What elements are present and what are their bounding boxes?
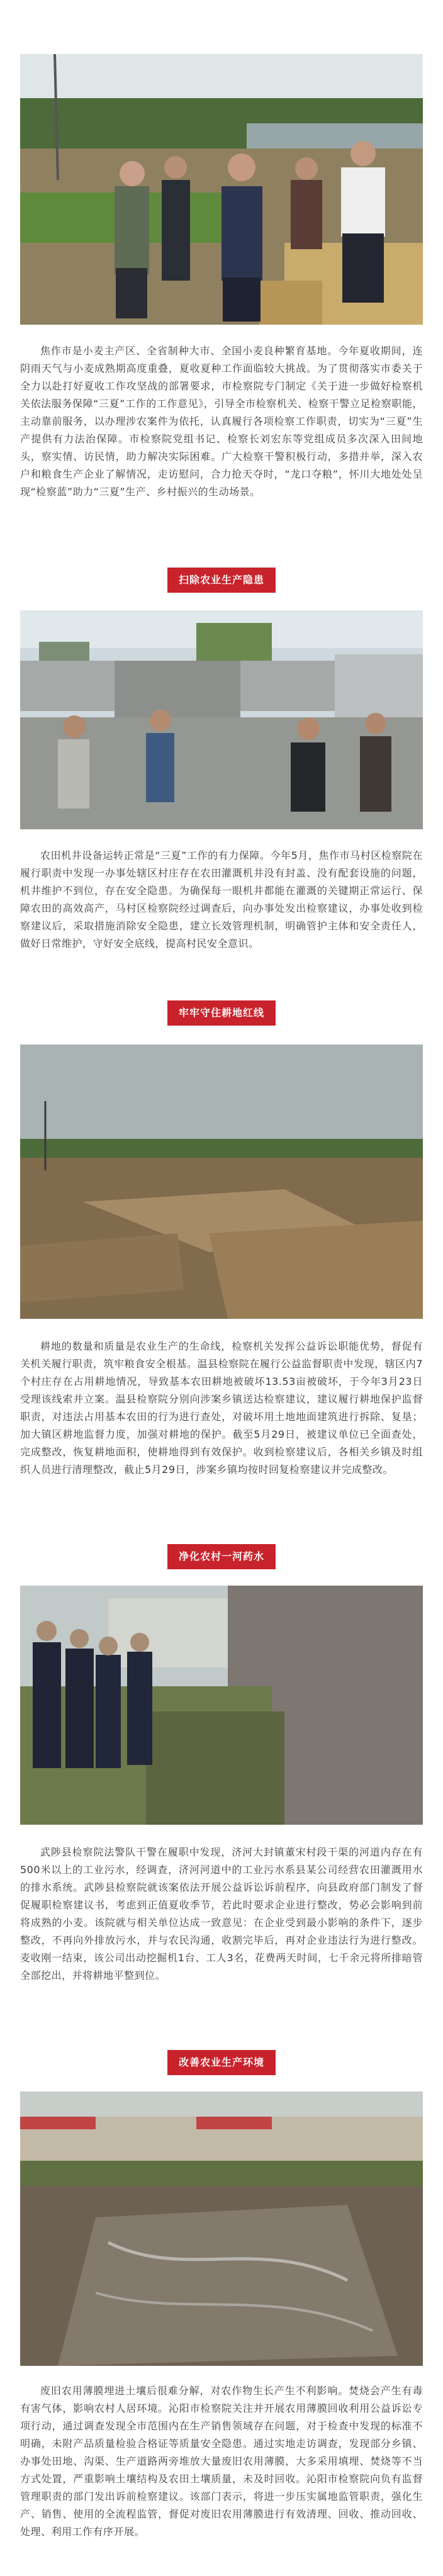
section-3-paragraph: 武陟县检察院法警队干警在履职中发现，济河大封镇董宋村段干渠的河道内存在有500米以上的工业污水，经调查，济河河道中的工业污水系县某公司经营农田灌溉用水的排水系统。武陟县检察院就该案依法开展公益诉讼诉前程序，向县政府部门制发了督促履职检察建议书，考虑到正值夏收季节，若此时要求企业进行整改，势必会影响到前将成熟的小麦。该院就与相关单位达成一致意见：在企业受到最小影响的条件下，逐步整改，不再向外排放污水，并与农民沟通，收割完毕后，再对企业违法行为进行整改。麦收刚一结束，该公司出动挖掘机1台、工人3名，花费两天时间，七千余元将所排暗管全部挖出，并将耕地平整到位。 xyxy=(20,1846,423,1981)
photo-village-courtyard xyxy=(20,610,423,829)
section-2-paragraph: 耕地的数量和质量是农业生产的生命线，检察机关发挥公益诉讼职能优势，督促有关机关履行职责，筑牢粮食安全根基。温县检察院在履行公益监督职责中发现，辖区内7个村庄存在占用耕地情况，导致基本农田耕地被破坏13.53亩被破坏，于今年3月23日受理该线索并立案。温县检察院分别向涉案乡镇送达检察建议，建议履行耕地保护监督职责，对违法占用基本农田的行为进行查处，对破坏用土地地面建筑进行拆除、复垦；加大镇区耕地监督力度，加强对耕地的保护。截至5月29日，被建议单位已全面查处，完成整改，恢复耕地面积，使耕地得到有效保护。收到检察建议后，各相关乡镇及时组织人员进行清理整改，截止5月29日，涉案乡镇均按时回复检察建议并完成整改。 xyxy=(20,1340,423,1476)
section-2-header xyxy=(0,1000,443,1026)
photo-plastic-film-ditch xyxy=(20,2092,423,2366)
section-title: 净化农村一河药水 xyxy=(167,1544,276,1569)
photo-riverbank-inspection xyxy=(20,1586,423,1825)
section-title: 牢牢守住耕地红线 xyxy=(167,1000,276,1026)
section-4-header xyxy=(0,2050,443,2075)
section-4-paragraph: 废旧农用薄膜埋进土壤后很难分解，对农作物生长产生不利影响。焚烧会产生有毒有害气体，影响农村人居环境。沁阳市检察院关注并开展农用薄膜回收利用公益诉讼专项行动，通过调查发现全市范围内在生产销售领域存在问题，对于检查中发现的标准不明确，未附产品质量检验合格证等质量安全隐患。通过实地走访调查，发现部分乡镇、办事处田地、沟渠、生产道路两旁堆放大量废旧农用薄膜，大多采用填埋、焚烧等不当方式处置，严重影响土壤结构及农田土壤质量，未及时回收。沁阳市检察院向负有监督管理职责的部门发出诉前检察建议。该部门表示，将进一步压实属地监管职责，强化生产、销售、使用的全流程监管，督促对废旧农用薄膜进行有效清理、回收、推动回收、处理、利用工作有序开展。 xyxy=(20,2385,423,2538)
section-1-header xyxy=(0,568,443,593)
section-1-paragraph: 农田机井设备运转正常是“三夏”工作的有力保障。今年5月，焦作市马村区检察院在履行职责中发现一办事处辖区村庄存在农田灌溉机井没有封盖、没有配套设施的问题，机井维护不到位，存在安全隐患。为确保每一眼机井都能在灌溉的关键期正常运行、保障农田的高效高产，马村区检察院经过调查后，向办事处发出检察建议，办事处收到检察建议后，采取措施消除安全隐患，建立长效管理机制，明确管护主体和安全责任人，做好日常维护，守好安全底线，提高村民安全意识。 xyxy=(20,849,423,949)
section-title: 扫除农业生产隐患 xyxy=(167,568,276,593)
article xyxy=(0,54,443,2576)
intro-paragraph: 焦作市是小麦主产区、全省制种大市、全国小麦良种繁育基地。今年夏收期间，连阴雨天气与小麦成熟期高度重叠，夏收夏种工作面临较大挑战。为了贯彻落实市委关于全力以赴打好夏收工作攻坚战的部署要求，市检察院专门制定《关于进一步做好检察机关依法服务保障“三夏”工作的工作意见》，引导全市检察机关、检察干警立足检察职能，主动靠前服务，以办理涉农案件为依托，认真履行各项检察工作职责，切实为“三夏”生产提供有力法治保障。市检察院党组书记、检察长刘宏东等党组成员多次深入田间地头，察实情、访民情，助力解决实际困难。广大检察干警积极行动，多措并举，深入农户和粮食生产企业了解情况，走访慰问，合力抢天夺时，“龙口夺粮”，怀川大地处处呈现“检察蓝”助力“三夏”生产、乡村振兴的生动场景。 xyxy=(20,345,423,498)
section-3-header xyxy=(0,1544,443,1569)
section-title: 改善农业生产环境 xyxy=(167,2050,276,2075)
photo-wheat-field-inspection xyxy=(20,54,423,325)
photo-excavated-farmland xyxy=(20,1044,423,1319)
